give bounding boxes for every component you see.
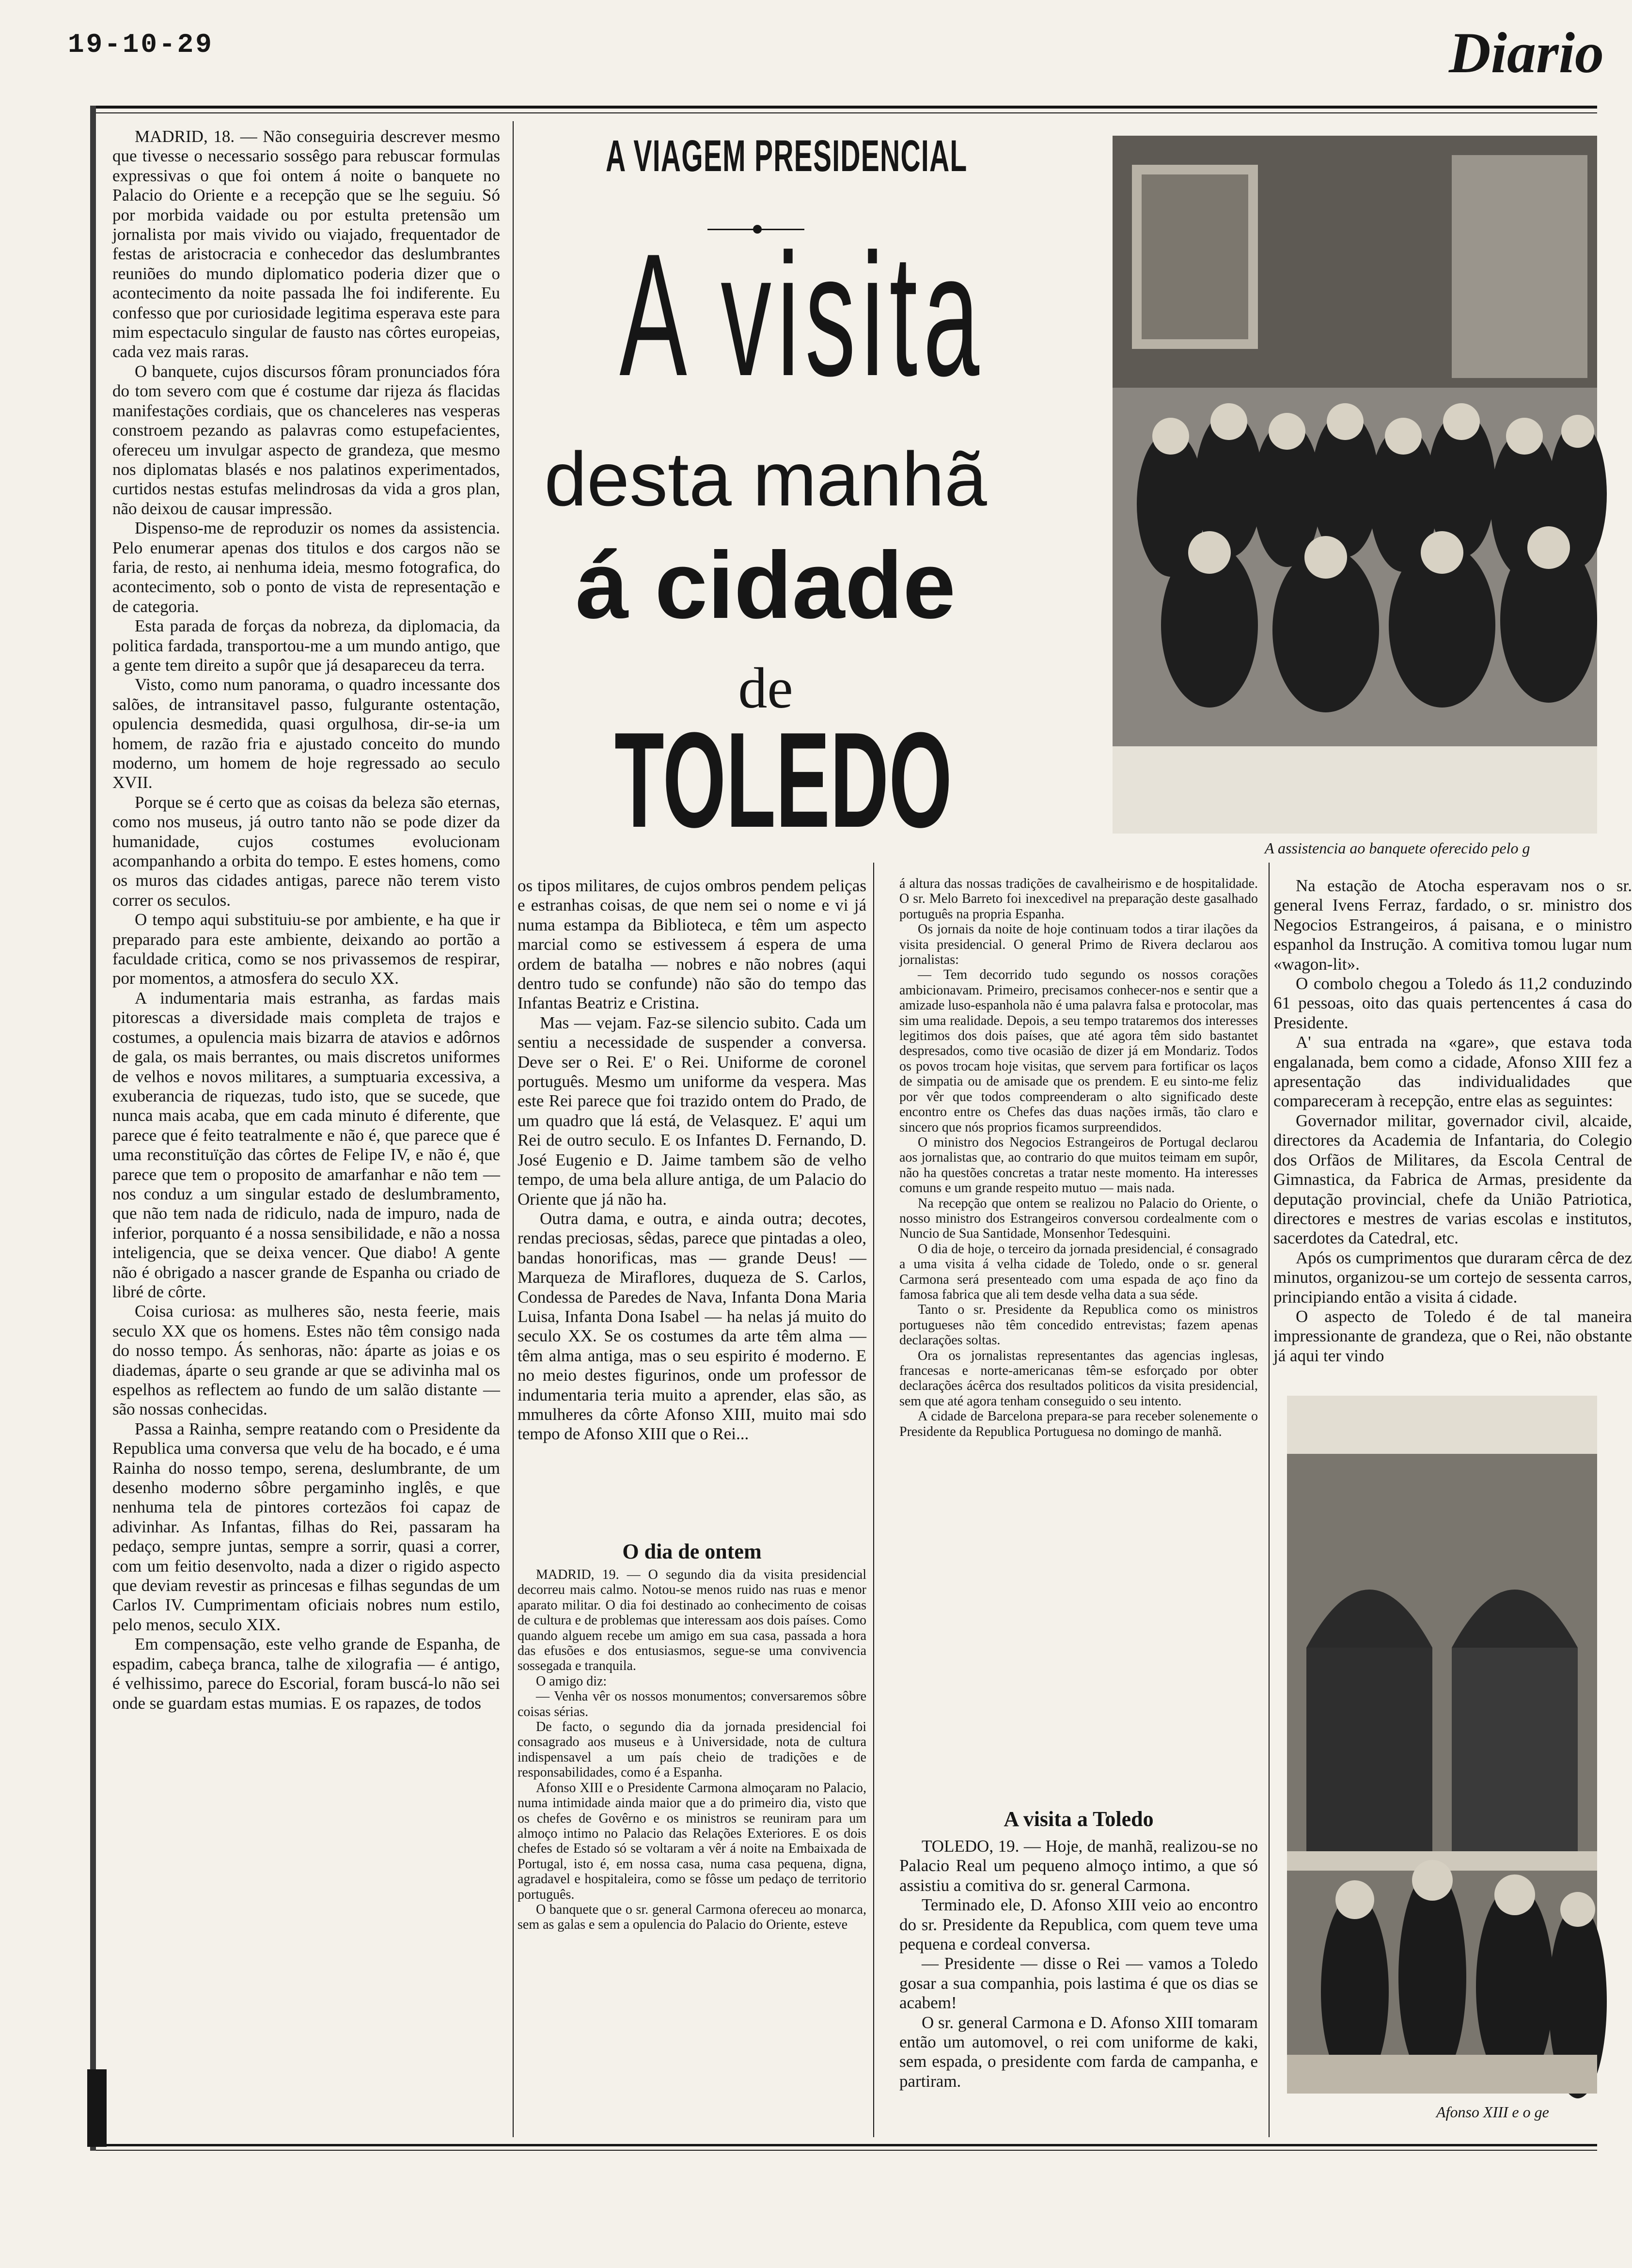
paragraph: TOLEDO, 19. — Hoje, de manhã, realizou-se no Palacio Real um pequeno almoço intimo, a que só assistiu a comitiva do sr. general Carmona.: [899, 1837, 1258, 1895]
paragraph: O combolo chegou a Toledo ás 11,2 conduzindo 61 pessoas, oito das quais pertencentes á casa do Presidente.: [1273, 974, 1632, 1032]
paragraph: Afonso XIII e o Presidente Carmona almoçaram no Palacio, numa intimidade ainda maior que a do primeiro dia, visto que os chefes de Govêrno e os ministros se reuniram para um almoço intimo no Palacio das Relações Exteriores. E os dois chefes de Estado só se voltaram a vêr á noite na Embaixada de Portugal, isto é, em nossa casa, numa casa pequena, digna, agradavel e hospitaleira, como se fôsse um pedaço de territorio português.: [518, 1780, 866, 1902]
paragraph: Na estação de Atocha esperavam nos o sr. general Ivens Ferraz, fardado, o sr. ministro dos Negocios Estrangeiros, á paisana, e o ministro espanhol da Instrução. A comitiva tomou lugar num «wagon-lit».: [1273, 876, 1632, 974]
toledo-photo-image: [1287, 1396, 1597, 2094]
paragraph: Na recepção que ontem se realizou no Palacio do Oriente, o nosso ministro dos Estrangeiros conversou cordealmente com o Nuncio de Sua Santidade, Monsenhor Tedesquini.: [899, 1196, 1258, 1242]
banquet-photo-image: [1113, 136, 1597, 834]
paragraph: O amigo diz:: [536, 1673, 607, 1689]
bottom-rule-thin: [92, 2150, 1597, 2151]
paragraph: — Venha vêr os nossos monumentos; conversaremos sôbre coisas sérias.: [518, 1689, 866, 1719]
headline-line-3: á cidade: [575, 532, 956, 638]
bottom-rule: [92, 2144, 1597, 2146]
headline-line-4: de: [738, 656, 793, 720]
paragraph: — Presidente — disse o Rei — vamos a Toledo gosar a sua companhia, pois lastima é que os dias se acabem!: [899, 1954, 1258, 2013]
paragraph: O banquete que o sr. general Carmona ofereceu ao monarca, sem as galas e sem a opulencia do Palacio do Oriente, esteve: [518, 1902, 866, 1933]
article-column-2-small: [518, 1567, 866, 1933]
paragraph: Tanto o sr. Presidente da Republica como os ministros portugueses não têm concedido entrevistas; fazem apenas declarações soltas.: [899, 1302, 1258, 1348]
paragraph: A indumentaria mais estranha, as fardas mais pitorescas a diversidade mais completa de trajos e costumes, a opulencia mais bizarra de atavios e adôrnos de gala, os mais berrantes, ou mais discretos uniformes de velhos e novos militares, a sumptuaria excessiva, a exuberancia de riquezas, tudo isto, que se sucede, que nunca mais acaba, que em cada minuto é diferente, que parece que é feito teatralmente e não é, que parece que é uma reconstituïção das côrtes de Felipe IV, e não é, que parece que tem o proposito de amarfanhar e não tem — nos conduz a um singular estado de deslumbramento, que não tem nada de ridiculo, nada de impuro, nada de inferior, porquanto é a nossa sensibilidade, e não a nossa inteligencia, que se deixa vencer. Que diabo! A gente não é obrigado a nascer grande de Espanha ou criado de libré de côrte.: [112, 988, 500, 1301]
paragraph: Dispenso-me de reproduzir os nomes da assistencia. Pelo enumerar apenas dos titulos e dos cargos não se faria, de resto, ai nenhuma ideia, mesmo fotografica, do acontecimento, sob o ponto de vista de representação e de categoria.: [112, 519, 500, 616]
article-column-4-clip: [1273, 876, 1632, 1390]
paragraph: Em compensação, este velho grande de Espanha, de espadim, cabeça branca, talhe de xilografia — é antigo, é velhissimo, parece do Escorial, foram buscá-lo não sei onde se guardam estas mumias. E os rapazes, de todos: [112, 1635, 500, 1713]
paragraph: MADRID, 19. — O segundo dia da visita presidencial decorreu mais calmo. Notou-se menos ruido nas ruas e menor aparato militar. O dia foi destinado ao conhecimento de coisas de cultura e de problemas que interessam aos dois países. Como quando alguem recebe um amigo em sua casa, passada a hora das efusões e dos entusiasmos, segue-se uma convivencia sossegada e tranquila.: [518, 1567, 866, 1674]
paragraph: Porque se é certo que as coisas da beleza são eternas, como nos museus, já outro tanto não se pode dizer da humanidade, cujos costumes evolucionam acompanhando a orbita do tempo. E estes homens, como os muros das cidades antigas, parece não terem visto correr os seculos.: [112, 792, 500, 910]
paragraph: MADRID, 18. — Não conseguiria descrever mesmo que tivesse o necessario sossêgo para rebuscar formulas expressivas o que foi ontem á noite o banquete no Palacio do Oriente e a recepção que se lhe seguiu. Só por morbida vaidade ou por estulta pretensão um jornalista por mais vivido ou viajado, frequentador de festas de aristocracia e conhecedor das deslumbrantes reuniões do mundo diplomatico poderia dizer que o acontecimento da noite passada lhe foi indiferente. Eu confesso que por curiosidade legitima esperava este para mim espectaculo singular de fausto nas côrtes europeias, cada vez mais raras.: [112, 127, 500, 362]
paragraph: Mas — vejam. Faz-se silencio subito. Cada um sentiu a necessidade de suspender a conversa. Deve ser o Rei. E' o Rei. Uniforme de coronel português. Mesmo um uniforme da vespera. Mas este Rei parece que foi trazido ontem do Prado, de um quadro que lá está, de Velasquez. E' aqui um Rei de outro seculo. E os Infantes D. Fernando, D. José Eugenio e D. Jaime tambem são de velho tempo, de uma bela allure antiga, de um Palacio do Oriente que já não ha.: [518, 1013, 866, 1209]
article-column-3: [899, 1837, 1258, 2091]
kicker-headline: A VIAGEM PRESIDENCIAL: [606, 131, 968, 181]
paragraph: O ministro dos Negocios Estrangeiros de Portugal declarou aos jornalistas que, ao contrario do que muitos teimam em supôr, não ha questões concretas a tratar neste momento. Ha interesses comuns e um grande respeito mutuo — mais nada.: [899, 1134, 1258, 1196]
banquet-photo: [1113, 136, 1597, 834]
top-rule-thin: [92, 112, 1597, 113]
paragraph: — Tem decorrido tudo segundo os nossos corações ambicionavam. Primeiro, precisamos conhecer-nos e sentir que a amizade luso-espanhola não é uma palavra falsa e protocolar, mas sim uma realidade. Depois, a seu tempo trataremos dos interesses legitimos dos dois países, que até agora têm sido bastantet despresados, como tive ocasião de dizer já em Mondariz. Todos os povos trocam hoje visitas, que servem para fortificar os laços de simpatia ou de amisade que os prendem. E eu sinto-me feliz por vêr que todos compreenderam o alto significado deste encontro entre os Chefes das duas nações irmãs, tão claro e sincero que nós proprios ficamos surpreendidos.: [899, 967, 1258, 1135]
paragraph: Ora os jornalistas representantes das agencias inglesas, francesas e norte-americanas têm-se esforçado por obter declarações ácêrca dos resultados politicos da visita presidencial, sem que até agora tenham conseguido o seu intento.: [899, 1348, 1258, 1409]
section-subhead-toledo: A visita a Toledo: [1004, 1807, 1154, 1831]
article-column-2: [518, 876, 866, 1444]
paragraph: O tempo aqui substituiu-se por ambiente, e ha que ir preparado para este ambiente, deixando ao portão a faculdade critica, como se nos privassemos de respirar, por momentos, a atmosfera do seculo XX.: [112, 910, 500, 988]
headline-line-1: A visita: [619, 218, 985, 412]
banquet-photo-caption: A assistencia ao banquete oferecido pelo g: [1265, 839, 1530, 857]
paragraph: O sr. general Carmona e D. Afonso XIII tomaram então um automovel, o rei com uniforme de kaki, sem espada, o presidente com farda de campanha, e partiram.: [899, 2013, 1258, 2091]
top-rule: [92, 106, 1597, 109]
headline-line-5: TOLEDO: [614, 705, 952, 856]
issue-date: 19-10-29: [68, 29, 214, 60]
masthead: Diario: [1449, 20, 1604, 85]
left-margin-edge: [90, 106, 96, 2151]
article-column-3-small: [899, 876, 1258, 1439]
paragraph: Visto, como num panorama, o quadro incessante dos salões, de intransitavel passo, fulgurante ostentação, opulencia desmedida, quasi orgulhosa, dir-se-ia um homem, de razão fria e ajustado conceito do mundo moderno, um homem de hoje regressado ao seculo XVII.: [112, 675, 500, 792]
paragraph: Outra dama, e outra, e ainda outra; decotes, rendas preciosas, sêdas, parece que pintadas a oleo, bandas honorificas, mas — grande Deus! — Marqueza de Miraflores, duqueza de S. Carlos, Condessa de Paredes de Nava, Infanta Dona Maria Luisa, Infanta Dona Isabel — ha nelas já muito do seculo XX. Se os costumes da arte têm alma — têm alma antiga, mas o seu espirito é moderno. E no meio destes figurinos, onde um professor de indumentaria teria muito a aprender, elas são, as mmulheres da côrte Afonso XIII, muito mai sdo tempo de Afonso XIII que o Rei...: [518, 1209, 866, 1444]
paragraph: O dia de hoje, o terceiro da jornada presidencial, é consagrado a uma visita á velha cidade de Toledo, onde o sr. general Carmona será presenteado com uma espada de aço fino da famosa fabrica que ali tem desde velha data a sua séde.: [899, 1241, 1258, 1302]
paragraph: O banquete, cujos discursos fôram pronunciados fóra do tom severo com que é costume dar rijeza ás flacidas manifestações cordiais, que os chanceleres nas vesperas constroem pezando as palavras como estupefacientes, ofereceu um invulgar aspecto de grandeza, que mesmo nos diplomatas blasés e nos palatinos experimentados, curtidos nestas estufas melindrosas da vida a gros plan, não deixou de causar impressão.: [112, 362, 500, 518]
paragraph: Passa a Rainha, sempre reatando com o Presidente da Republica uma conversa que velu de ha bocado, e é uma Rainha do nosso tempo, serena, deslumbrante, de um desenho moderno sôbre pergaminho inglês, e que nenhuma tela de pintores cortezãos foi capaz de adivinhar. As Infantas, filhas do Rei, passaram ha pedaço, sempre juntas, sempre a sorrir, quasi a correr, com um feitio desenvolto, nada a dizer o rigido aspecto que deviam revestir as princesas e filhas segundas de um Carlos IV. Cumprimentam oficiais nobres num estilo, pelo menos, seculo XIX.: [112, 1419, 500, 1634]
paragraph: Terminado ele, D. Afonso XIII veio ao encontro do sr. Presidente da Republica, com quem teve uma pequena e cordeal conversa.: [899, 1895, 1258, 1954]
column-rule-3: [1269, 863, 1270, 2137]
paragraph: A' sua entrada na «gare», que estava toda engalanada, bem como a cidade, Afonso XIII fez a apresentação das individualidades que compareceram à recepção, entre elas as seguintes:: [1273, 1033, 1632, 1111]
paragraph: O aspecto de Toledo é de tal maneira impressionante de grandeza, que o Rei, não obstante já aqui ter vindo: [1273, 1307, 1632, 1365]
paragraph: Coisa curiosa: as mulheres são, nesta feerie, mais seculo XX que os homens. Estes não têm consigo nada do nosso tempo. Ás senhoras, não: áparte as joias e os diademas, áparte o seu grande ar que se adivinha mal os espelhos as reflectem ao fundo de um salão distante — são nossas conhecidas.: [112, 1302, 500, 1419]
headline-line-2: desta manhã: [544, 437, 987, 522]
section-subhead-ontem: O dia de ontem: [622, 1540, 762, 1563]
paragraph: Esta parada de forças da nobreza, da diplomacia, da politica fardada, transportou-me a um mundo antigo, que a gente tem direito a supôr que já desapareceu da terra.: [112, 616, 500, 675]
toledo-photo: [1287, 1396, 1597, 2094]
paragraph: De facto, o segundo dia da jornada presidencial foi consagrado aos museus e à Universidade, nota de cultura indispensavel a um país cheio de tradições e de responsabilidades, como é a Espanha.: [518, 1719, 866, 1780]
paragraph: Governador militar, governador civil, alcaide, directores da Academia de Infantaria, do Colegio dos Orfãos de Militares, da Escola Central de Gimnastica, da Fabrica de Armas, presidente da deputação provincial, chefe da União Patriotica, directores e mestres de varias escolas e institutos, sacerdotes da Catedral, etc.: [1273, 1111, 1632, 1248]
bottom-left-block: [87, 2069, 107, 2147]
column-rule-2: [873, 863, 874, 2137]
paragraph: Após os cumprimentos que duraram cêrca de dez minutos, organizou-se um cortejo de sessenta carros, principiando então a visita á cidade.: [1273, 1248, 1632, 1307]
toledo-photo-caption: Afonso XIII e o ge: [1436, 2103, 1549, 2121]
paragraph: á altura das nossas tradições de cavalheirismo e de hospitalidade. O sr. Melo Barreto foi inexcedivel na preparação deste gasalhado português na propria Espanha.: [899, 876, 1258, 922]
paragraph: os tipos militares, de cujos ombros pendem peliças e estranhas coisas, de que nem sei o nome e vi já numa estampa da Biblioteca, e têm um aspecto marcial como se estivessem á espera de uma ordem de batalha — nobres e não nobres (aqui dentro tudo se confunde) não são do tempo das Infantas Beatriz e Cristina.: [518, 876, 866, 1013]
article-column-1: [112, 127, 500, 2138]
paragraph: A cidade de Barcelona prepara-se para receber solenemente o Presidente da Republica Portuguesa no domingo de manhã.: [899, 1409, 1258, 1439]
column-rule-1: [513, 121, 514, 2137]
article-column-4: [1273, 876, 1632, 1366]
paragraph: Os jornais da noite de hoje continuam todos a tirar ilações da visita presidencial. O general Primo de Rivera declarou aos jornalistas:: [899, 922, 1258, 968]
